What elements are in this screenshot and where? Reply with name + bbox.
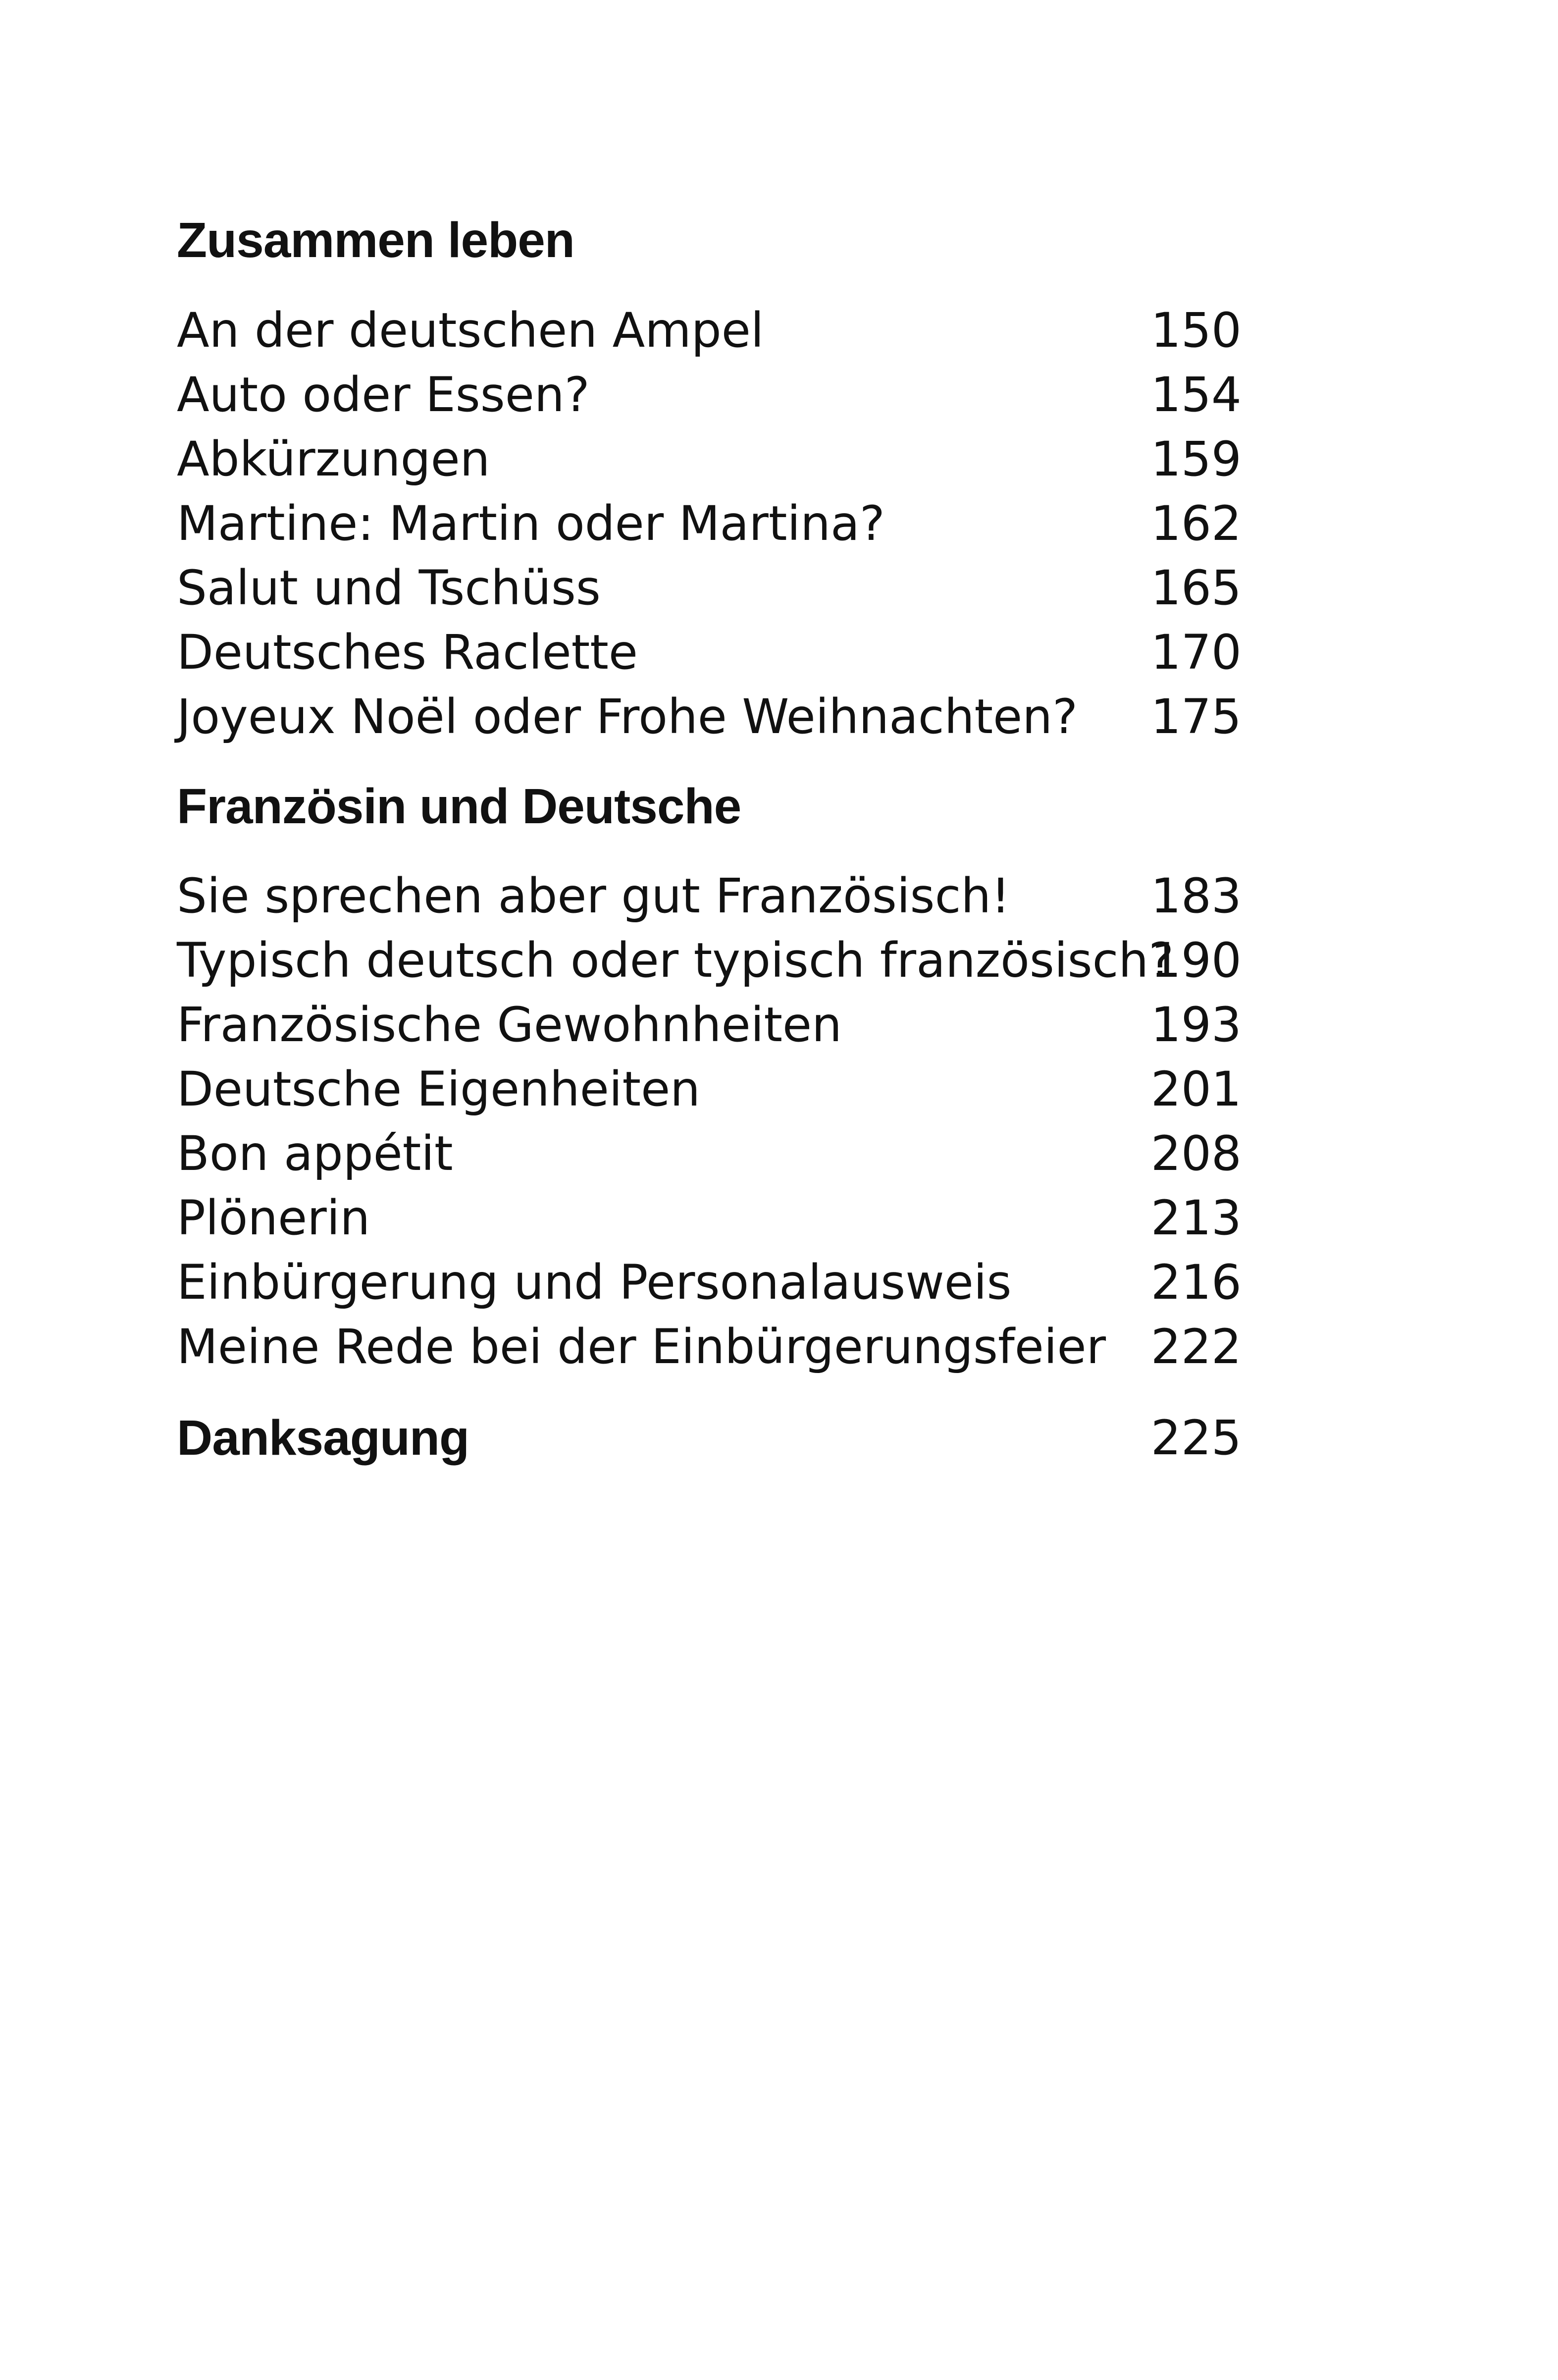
toc-entry (177, 1315, 1242, 1379)
toc-entry-title: Abkürzungen (177, 431, 490, 487)
section-heading-zusammen-leben: Zusammen leben (177, 212, 574, 268)
toc-entry-page: 190 (1150, 933, 1242, 988)
toc-entry (177, 1121, 1242, 1186)
toc-entry-title: An der deutschen Ampel (177, 303, 764, 358)
toc-entry (177, 864, 1242, 928)
toc-entry-title: Französische Gewohnheiten (177, 997, 842, 1053)
toc-entry (177, 427, 1242, 491)
toc-entry (177, 620, 1242, 685)
toc-entry-page: 201 (1150, 1061, 1242, 1117)
toc-entry-page: 193 (1150, 997, 1242, 1053)
toc-entry-page: 170 (1150, 625, 1242, 680)
toc-entry-title: Bon appétit (177, 1126, 453, 1181)
toc-entry (177, 491, 1242, 556)
toc-entry-title: Sie sprechen aber gut Französisch! (177, 868, 1010, 924)
toc-entry-title: Martine: Martin oder Martina? (177, 496, 885, 551)
toc-entry (177, 363, 1242, 427)
toc-entry-title: Plönerin (177, 1190, 370, 1246)
toc-entry-page: 208 (1150, 1126, 1242, 1181)
toc-entry (177, 928, 1242, 993)
toc-entry-page: 159 (1150, 431, 1242, 487)
toc-entry-title: Typisch deutsch oder typisch französisch? (177, 933, 1174, 988)
toc-entry (177, 685, 1242, 749)
toc-entry-title: Salut und Tschüss (177, 560, 601, 616)
toc-entry-title: Auto oder Essen? (177, 367, 590, 423)
toc-entry-danksagung (177, 1406, 1242, 1470)
toc-entry (177, 1186, 1242, 1250)
toc-entry-page: 225 (1150, 1410, 1242, 1466)
toc-entry-page: 222 (1150, 1319, 1242, 1375)
toc-entry-page: 175 (1150, 689, 1242, 744)
toc-entry-page: 213 (1150, 1190, 1242, 1246)
toc-entry (177, 556, 1242, 620)
toc-entry (177, 1250, 1242, 1315)
toc-entry-title: Deutsche Eigenheiten (177, 1061, 700, 1117)
toc-entry-title: Meine Rede bei der Einbürgerungsfeier (177, 1319, 1106, 1375)
toc-entry-page: 150 (1150, 303, 1242, 358)
toc-entry (177, 993, 1242, 1057)
toc-entry-page: 216 (1150, 1255, 1242, 1310)
toc-entry-page: 162 (1150, 496, 1242, 551)
toc-entry-page: 154 (1150, 367, 1242, 423)
toc-entry-title: Joyeux Noël oder Frohe Weihnachten? (177, 689, 1078, 744)
toc-entry-title: Danksagung (177, 1410, 469, 1466)
toc-entry-title: Deutsches Raclette (177, 625, 638, 680)
toc-entry-title: Einbürgerung und Personalausweis (177, 1255, 1012, 1310)
toc-entry (177, 298, 1242, 363)
toc-entry-page: 183 (1150, 868, 1242, 924)
toc-entry-page: 165 (1150, 560, 1242, 616)
toc-entry (177, 1057, 1242, 1121)
section-heading-franzoesin-und-deutsche: Französin und Deutsche (177, 779, 741, 834)
